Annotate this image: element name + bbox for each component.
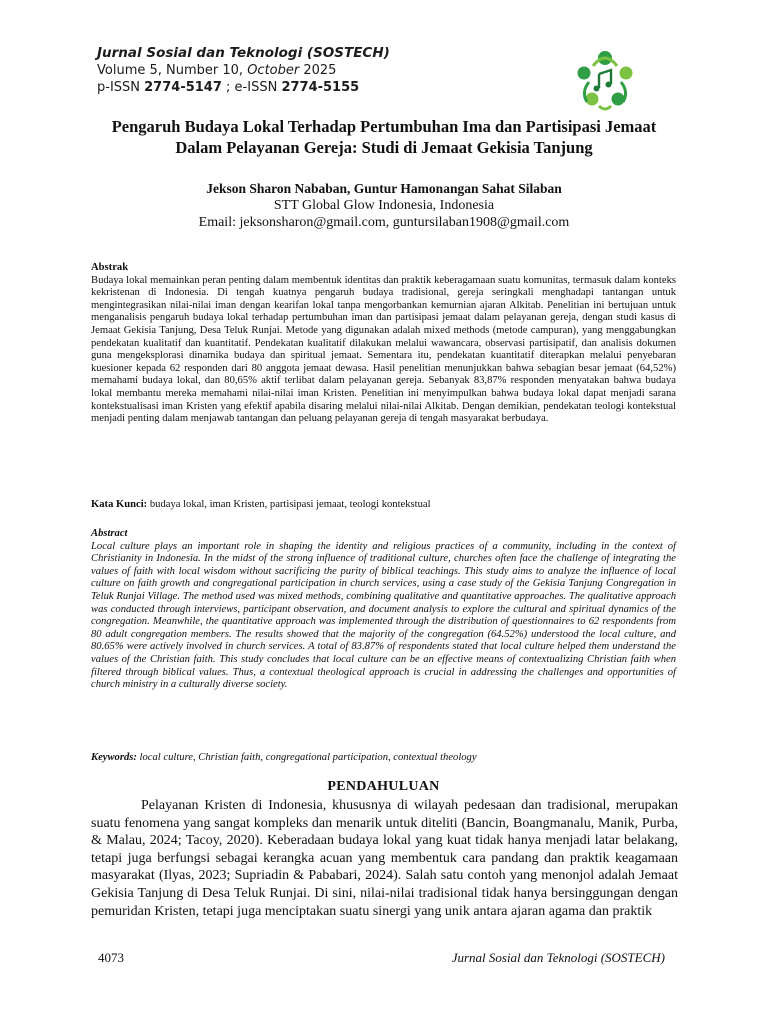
pissn-value: 2774-5147 bbox=[144, 80, 222, 95]
eissn-label: ; e-ISSN bbox=[221, 80, 282, 95]
author-email: Email: jeksonsharon@gmail.com, guntursilaban1908@gmail.com bbox=[198, 215, 570, 230]
article-title: Pengaruh Budaya Lokal Terhadap Pertumbuhan Ima dan Partisipasi Jemaat Dalam Pelayanan Gereja: Studi di Jemaat Gekisia Tanjung bbox=[111, 117, 657, 157]
volume-text: Volume 5, Number 10, bbox=[97, 63, 248, 78]
pissn-label: p-ISSN bbox=[97, 80, 145, 95]
journal-logo-icon bbox=[560, 44, 650, 114]
kata-kunci bbox=[91, 499, 676, 512]
abstract-heading: Abstract bbox=[91, 528, 128, 539]
abstrak-text: Budaya lokal memainkan peran penting dalam membentuk identitas dan praktik keberagamaan suatu komunitas, termasuk dalam konteks kekristenan di Indonesia. Di tengah kuatnya pengaruh budaya tradisional, gereja seringkali menghadapi tantangan untuk mengintegrasikan nilai-nilai iman dengan kearifan lokal tanpa mengorbankan kemurnian ajaran Alkitab. Penelitian ini bertujuan untuk menganalisis pengaruh budaya lokal terhadap pertumbuhan iman dan partisipasi jemaat dalam pelayanan gereja, dengan studi kasus di Jemaat Gekisia Tanjung, Desa Teluk Runjai. Metode yang digunakan adalah mixed methods (metode campuran), yang menggabungkan pendekatan kualitatif dan kuantitatif. Pendekatan kualitatif dilakukan melalui wawancara, observasi partisipatif, dan analisis dokumen guna mengeksplorasi dinamika budaya dan spiritual jemaat. Sementara itu, pendekatan kuantitatif diterapkan melalui penyebaran kuesioner kepada 62 responden dari 80 anggota jemaat dewasa. Hasil penelitian menunjukkan bahwa sebagian besar jemaat (64,52%) memahami budaya lokal, dan 80,65% aktif terlibat dalam pelayanan gereja. Sebanyak 83,87% responden menyatakan bahwa budaya lokal membantu mereka memahami nilai-nilai iman Kristen. Penelitian ini menyimpulkan bahwa budaya lokal dapat menjadi sarana kontekstualisasi iman Kristen yang efektif apabila disaring melalui nilai-nilai Alkitab. Dengan demikian, pendekatan teologi kontekstual menjadi penting dalam menjawab tantangan dan peluang pelayanan gereja di tengah masyarakat berbudaya. bbox=[91, 274, 676, 425]
footer-journal: Jurnal Sosial dan Teknologi (SOSTECH) bbox=[451, 950, 665, 965]
eissn-value: 2774-5155 bbox=[281, 80, 360, 95]
keywords bbox=[91, 752, 676, 765]
journal-issn bbox=[97, 79, 537, 96]
abstrak-section bbox=[91, 262, 676, 426]
section-heading: PENDAHULUAN bbox=[327, 779, 440, 794]
kata-kunci-text: budaya lokal, iman Kristen, partisipasi jemaat, teologi kontekstual bbox=[147, 499, 431, 510]
author-names: Jekson Sharon Nababan, Guntur Hamonangan Sahat Silaban bbox=[206, 181, 562, 196]
author-affiliation: STT Global Glow Indonesia, Indonesia bbox=[273, 198, 495, 213]
volume-month: October bbox=[247, 63, 300, 78]
volume-year: 2025 bbox=[299, 63, 337, 78]
abstract-text: Local culture plays an important role in shaping the identity and religious practices of a community, including in the context of Christianity in Indonesia. In the midst of the strong influence of traditional culture, churches often face the challenge of integrating the values of faith with local wisdom without sacrificing the purity of biblical teachings. This study aims to analyze the influence of local culture on faith growth and congregational participation in church services, using a case study of the Gekisia Tanjung Congregation in Teluk Runjai Village. The method used was mixed methods, combining qualitative and quantitative approaches. The qualitative approach was conducted through interviews, participant observation, and document analysis to explore the cultural and spiritual dynamics of the congregation. Meanwhile, the quantitative approach was implemented through the distribution of questionnaires to 62 respondents from 80 adult congregation members. The results showed that the majority of the congregation (64.52%) understood the local culture, and 80.65% were actively involved in church services. A total of 83.87% of respondents stated that local culture helped them understand the values of the Christian faith. This study concludes that local culture can be an effective means of contextualizing Christian faith when filtered through biblical values. Thus, a contextual theological approach is crucial in addressing the challenges and opportunities of church ministry in a culturally diverse society. bbox=[91, 540, 676, 691]
keywords-text: local culture, Christian faith, congregational participation, contextual theology bbox=[136, 752, 477, 763]
abstract-section bbox=[91, 528, 676, 692]
journal-volume bbox=[97, 62, 537, 79]
author-block bbox=[98, 180, 670, 231]
page-number: 4073 bbox=[98, 950, 124, 965]
abstrak-heading: Abstrak bbox=[91, 262, 129, 273]
keywords-label: Keywords: bbox=[91, 752, 137, 763]
kata-kunci-label: Kata Kunci: bbox=[91, 499, 148, 510]
journal-name: Jurnal Sosial dan Teknologi (SOSTECH) bbox=[97, 45, 390, 61]
intro-paragraph: Pelayanan Kristen di Indonesia, khususnya di wilayah pedesaan dan tradisional, merupakan suatu fenomena yang sangat kompleks dan menarik untuk diteliti (Bancin, Boangmanalu, Manik, Purba, & Malau, 2024; Tacoy, 2020). Keberadaan budaya lokal yang kuat tidak hanya menjadi latar belakang, tetapi juga berfungsi sebagai kerangka acuan yang membentuk cara pandang dan praktik keagamaan masyarakat (Ilyas, 2023; Supriadin & Pababari, 2024). Salah satu contoh yang menonjol adalah Jemaat Gekisia Tanjung di Desa Teluk Runjai. Di sini, nilai-nilai tradisional tidak hanya bersinggungan dengan pemuridan Kristen, tetapi juga menciptakan suatu sinergi yang unik antara ajaran agama dan praktik bbox=[91, 798, 678, 919]
journal-header bbox=[97, 45, 537, 96]
